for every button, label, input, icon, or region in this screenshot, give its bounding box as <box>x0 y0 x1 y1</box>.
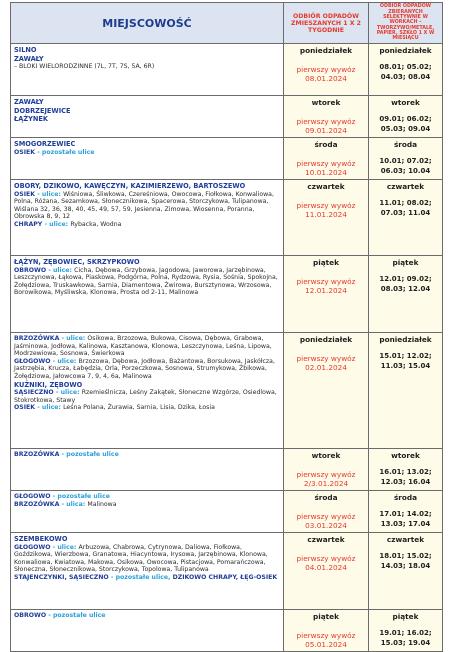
locality-segment: BRZOZÓWKA <box>14 451 60 458</box>
locality-segment: OSIEK <box>14 404 36 412</box>
selective-waste-cell <box>369 138 443 180</box>
locality-line <box>14 501 280 509</box>
locality-segment: ŁĄŻYN, ZĘBOWIEC, SKRZYPKOWO <box>14 258 140 266</box>
locality-segment: Malinowa <box>87 500 117 508</box>
first-pickup: pierwszy wywóz 12.01.2024 <box>296 277 356 295</box>
locality-segment: KUŹNIKI, ZĘBOWO <box>14 380 83 389</box>
locality-segment: OBROWO <box>14 612 47 619</box>
mixed-waste-cell <box>284 333 369 449</box>
locality-segment: BRZOZÓWKA <box>14 500 60 508</box>
locality-line <box>14 493 280 501</box>
locality-segment: - ulice: <box>35 404 64 412</box>
locality-segment: Rzemieślnicza, Leśny Zakątek, Słoneczne Wzgórze, Osiedlowa, Stokrotkowa, Stawy <box>14 389 277 404</box>
selective-waste-cell <box>369 533 443 610</box>
locality-line <box>14 182 280 191</box>
mixed-waste-cell <box>284 180 369 256</box>
locality-line <box>14 63 280 71</box>
selective-dates: 15.01; 12.02; 11.03; 15.04 <box>379 352 432 370</box>
first-pickup: pierwszy wywóz 2/3.01.2024 <box>296 470 356 488</box>
mixed-waste-cell <box>284 491 369 533</box>
first-pickup: pierwszy wywóz 03.01.2024 <box>296 512 356 530</box>
locality-line <box>14 55 280 64</box>
locality-segment: - ulice: <box>50 357 79 365</box>
locality-segment: - pozostałe ulice <box>59 451 119 458</box>
locality-line <box>14 535 280 544</box>
locality-segment: - pozostałe ulice, <box>108 573 173 581</box>
collection-day: czwartek <box>307 535 345 544</box>
locality-segment: CHRAPY <box>14 220 43 228</box>
locality-line <box>14 115 280 124</box>
locality-segment: BRZOZÓWKA <box>14 335 60 342</box>
locality-segment: ZAWAŁY <box>14 98 44 106</box>
collection-day: czwartek <box>386 182 425 191</box>
schedule-row <box>11 256 443 333</box>
mixed-waste-cell <box>284 610 369 652</box>
locality-segment: – BLOKI WIELORODZINNE (7L, 7T, 7S, 5A, 6R) <box>14 63 155 71</box>
locality-segment: - ulice: <box>42 220 71 228</box>
locality-segment: Osikowa, Brzozowa, Bukowa, Cisowa, Dębowa, Grabowa, Jaśminowa, Jodłowa, Kalinowa, Kasztanowa, Klonowa, Leszczynowa, Leśna, Lipowa, Modrzewiowa, Sosnowa, Świerkowa <box>14 335 272 358</box>
collection-day: piątek <box>392 258 419 267</box>
collection-day: wtorek <box>311 451 341 460</box>
schedule-row <box>11 138 443 180</box>
locality-line <box>14 358 280 381</box>
collection-day: wtorek <box>391 451 420 460</box>
locality-segment: ZAWAŁY <box>14 54 44 63</box>
locality-segment: Leśna Polana, Żurawia, Sarnia, Lisia, Dzika, Łosia <box>63 404 215 412</box>
collection-day: czwartek <box>386 535 425 544</box>
first-pickup: pierwszy wywóz 05.01.2024 <box>296 631 356 649</box>
selective-dates: 12.01; 09.02; 08.03; 12.04 <box>379 275 432 293</box>
collection-day: poniedziałek <box>379 335 432 344</box>
locality-segment: SILNO <box>14 46 37 54</box>
locality-line <box>14 149 280 157</box>
mixed-waste-cell <box>284 449 369 491</box>
locality-segment: DOBRZEJEWICE <box>14 106 71 115</box>
locality-line <box>14 381 280 390</box>
first-pickup: pierwszy wywóz 08.01.2024 <box>296 65 356 83</box>
locality-line <box>14 107 280 116</box>
mixed-waste-cell <box>284 96 369 138</box>
header-mixed-waste: ODBIÓR ODPADÓW ZMIESZANYCH 1 X 2 TYGODNIE <box>284 3 369 44</box>
selective-dates: 16.01; 13.02; 12.03; 16.04 <box>379 468 432 486</box>
locality-line <box>14 612 280 620</box>
collection-day: środa <box>314 140 338 149</box>
locality-line <box>14 221 280 229</box>
locality-segment: SZEMBEKOWO <box>14 535 68 543</box>
schedule-row <box>11 491 443 533</box>
locality-segment: Rybacka, Wodna <box>70 220 122 228</box>
locality-cell <box>11 491 284 533</box>
header-locality: MIEJSCOWOŚĆ <box>11 3 284 44</box>
selective-waste-cell <box>369 333 443 449</box>
selective-dates: 19.01; 16.02; 15.03; 19.04 <box>379 629 432 647</box>
locality-line <box>14 544 280 574</box>
locality-segment: GŁOGOWO <box>14 357 51 365</box>
locality-segment: Brzozowa, Dębowa, Jodłowa, Bażantowa, Borsukowa, Jaskółcza, Jastrzębia, Krucza, Łabędzia, Orla, Porzeczkowa, Sosnowa, Strumykowa, Żbikowa, Żołędziowa, Jałowcowa 7, 9, 4, 6a, Malinowa <box>14 357 275 380</box>
locality-line <box>14 389 280 404</box>
schedule-row <box>11 449 443 491</box>
locality-segment: - ulice: <box>46 266 75 274</box>
locality-segment: - ulice: <box>53 389 82 397</box>
locality-line <box>14 574 280 582</box>
first-pickup: pierwszy wywóz 09.01.2024 <box>296 117 356 135</box>
header-row <box>11 3 443 44</box>
selective-waste-cell <box>369 44 443 96</box>
selective-waste-cell <box>369 180 443 256</box>
locality-line <box>14 404 280 412</box>
schedule-row <box>11 44 443 96</box>
locality-cell <box>11 333 284 449</box>
locality-segment: - ulice: <box>59 335 88 342</box>
locality-segment: - pozostałe ulice <box>35 148 95 156</box>
locality-segment: GŁOGOWO <box>14 493 51 500</box>
header-selective-waste: ODBIÓR ODPADÓW ZBIERANYCH SELEKTYWNIE W WORKACH – TWORZYWO/METALE, PAPIER, SZKŁO 1 X W MIESIĄCU <box>369 3 443 44</box>
collection-day: wtorek <box>311 98 341 107</box>
locality-segment: ŁĄŻYNEK <box>14 115 49 124</box>
collection-day: poniedziałek <box>299 335 353 344</box>
locality-segment: STAJENCZYNKI, SĄSIECZNO <box>14 573 109 581</box>
locality-segment: DZIKOWO CHRAPY, ŁĘG-OSIEK <box>172 573 278 581</box>
locality-line <box>14 98 280 107</box>
selective-waste-cell <box>369 449 443 491</box>
selective-dates: 17.01; 14.02; 13.03; 17.04 <box>379 510 432 528</box>
selective-waste-cell <box>369 610 443 652</box>
locality-segment: SMOGORZEWIEC <box>14 140 76 148</box>
locality-cell <box>11 533 284 610</box>
locality-segment: - ulice: <box>50 543 79 551</box>
locality-segment: - pozostałe ulice <box>46 612 106 619</box>
selective-dates: 09.01; 06.02; 05.03; 09.04 <box>379 115 432 133</box>
locality-cell <box>11 138 284 180</box>
selective-dates: 10.01; 07.02; 06.03; 10.04 <box>379 157 432 175</box>
collection-day: środa <box>393 140 418 149</box>
mixed-waste-cell <box>284 256 369 333</box>
locality-segment: Wiśniowa, Śliwkowa, Czereśniowa, Owocowa, Fiołkowa, Konwaliowa, Polna, Różana, Sezamkowa, Słonecznikowa, Spacerowa, Storczykowa, Tulipanowa, Wiślana 32, 36, 38, 40, 45, 49, 57, 59, Jesienna, Zimowa, Wiosenna, Poranna, Obrowska 8, 9, 12 <box>14 190 274 221</box>
schedule-row <box>11 96 443 138</box>
locality-segment: - ulice: <box>35 190 64 198</box>
locality-cell <box>11 180 284 256</box>
collection-day: piątek <box>313 612 339 621</box>
collection-day: środa <box>393 493 418 502</box>
locality-segment: - pozostałe ulice <box>50 493 110 500</box>
selective-dates: 18.01; 15.02; 14.03; 18.04 <box>379 552 432 570</box>
schedule-row <box>11 533 443 610</box>
locality-cell <box>11 96 284 138</box>
first-pickup: pierwszy wywóz 04.01.2024 <box>296 554 356 572</box>
locality-segment: GŁOGOWO <box>14 543 51 551</box>
locality-cell <box>11 449 284 491</box>
locality-segment: OSIEK <box>14 190 36 198</box>
collection-day: poniedziałek <box>299 46 353 55</box>
first-pickup: pierwszy wywóz 02.01.2024 <box>296 354 356 372</box>
first-pickup: pierwszy wywóz 10.01.2024 <box>296 159 356 177</box>
locality-line <box>14 140 280 149</box>
locality-line <box>14 258 280 267</box>
locality-segment: OBORY, DZIKOWO, KAWĘCZYN, KAZIMIERZEWO, BARTOSZEWO <box>14 182 246 190</box>
selective-waste-cell <box>369 256 443 333</box>
locality-segment: - ulica: <box>59 500 88 508</box>
locality-cell <box>11 44 284 96</box>
locality-line <box>14 267 280 297</box>
collection-day: piątek <box>313 258 339 267</box>
locality-line <box>14 191 280 221</box>
mixed-waste-cell <box>284 44 369 96</box>
locality-segment: SĄSIECZNO <box>14 389 54 397</box>
locality-segment: OSIEK <box>14 148 36 156</box>
mixed-waste-cell <box>284 138 369 180</box>
selective-waste-cell <box>369 491 443 533</box>
schedule-row <box>11 333 443 449</box>
collection-day: poniedziałek <box>379 46 432 55</box>
locality-line <box>14 451 280 459</box>
selective-waste-cell <box>369 96 443 138</box>
selective-dates: 11.01; 08.02; 07.03; 11.04 <box>379 199 432 217</box>
locality-line <box>14 335 280 358</box>
collection-day: wtorek <box>391 98 420 107</box>
schedule-row <box>11 610 443 652</box>
selective-dates: 08.01; 05.02; 04.03; 08.04 <box>379 63 432 81</box>
schedule-table <box>10 2 443 652</box>
locality-segment: OBROWO <box>14 266 47 274</box>
collection-day: piątek <box>392 612 419 621</box>
locality-segment: Cicha, Dębowa, Grzybowa, Jagodowa, Jaworowa, Jarzębinowa, Leszczynowa, Łąkowa, Piaskowa, Podgórna, Polna, Rydzowa, Rysia, Sośnia, Spokojna, Żołędziowa, Truskawkowa, Sarnia, Diamentowa, Żwirowa, Bursztynowa, Wrzosowa, Borowikowa, Myśliwska, Klonowa, Prosta od 2-11, Malinowa <box>14 266 278 297</box>
locality-line <box>14 46 280 55</box>
collection-day: czwartek <box>307 182 345 191</box>
collection-day: środa <box>314 493 338 502</box>
mixed-waste-cell <box>284 533 369 610</box>
locality-segment: Arbuzowa, Chabrowa, Cytrynowa, Daliowa, Fiołkowa, Goździkowa, Wierzbowa, Granatowa, Hiacyntowa, Irysowa, Jarzębinowa, Klonowa, Konwaliowa, Kwiatowa, Makowa, Osikowa, Owocowa, Pistacjowa, Pomarańczowa, Słoneczna, Słonecznikowa, Storczykowa, Topolowa, Tulipanowa <box>14 543 268 574</box>
schedule-row <box>11 180 443 256</box>
locality-cell <box>11 256 284 333</box>
locality-cell <box>11 610 284 652</box>
first-pickup: pierwszy wywóz 11.01.2024 <box>296 201 356 219</box>
schedule-sheet <box>10 2 442 652</box>
